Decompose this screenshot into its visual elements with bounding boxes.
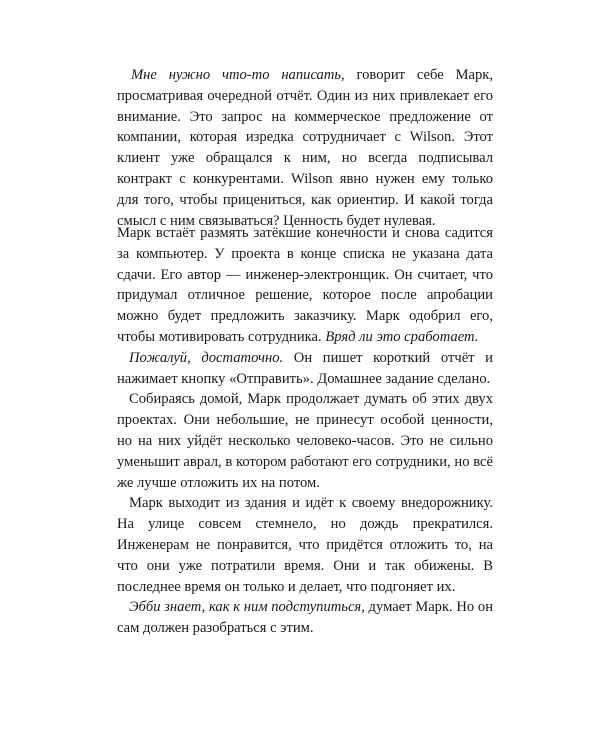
italic-thought: Вряд ли это сработает.	[325, 328, 479, 345]
paragraph	[117, 493, 493, 597]
paragraph-text: Собираясь домой, Марк продолжает думать об этих двух проектах. Они небольшие, не принесут особой ценности, но на них уйдёт несколько человеко-часов. Это не сильно уменьшит аврал, в котором работают его сотрудники, но всё же лучше отложить их на потом.	[117, 391, 493, 491]
paragraph-text: думает Марк. Но он сам должен разобраться с этим.	[117, 599, 494, 637]
paragraph	[117, 597, 493, 639]
paragraph	[117, 223, 493, 348]
italic-thought: Мне нужно что-то написать,	[131, 67, 345, 83]
paragraph-text: Марк встаёт размять затёкшие конечности и снова садится за компьютер. У проекта в конце списка не указана дата сдачи. Его автор — инженер-электронщик. Он считает, что придумал отличное решение, которое после апробации можно будет предложить заказчику. Марк одобрил его, чтобы мотивировать сотрудника.	[117, 225, 493, 345]
italic-thought: Пожалуй, достаточно.	[129, 349, 284, 366]
paragraph-text: Марк выходит из здания и идёт к своему внедорожнику. На улице совсем стемнело, но дождь прекратился. Инженерам не понравится, что придётся отложить то, на что они уже потратили время. Они и так обижены. В последнее время он только и делает, что подгоняет их.	[117, 495, 493, 595]
paragraph-text: Он пишет короткий отчёт и нажимает кнопку «Отправить». Домашнее задание сделано.	[117, 349, 493, 387]
text-section-2	[117, 223, 493, 639]
paragraph	[117, 389, 493, 493]
paragraph	[117, 65, 493, 231]
paragraph	[117, 348, 493, 390]
text-section-1	[117, 65, 493, 231]
italic-thought: Эбби знает, как к ним подступиться,	[129, 599, 365, 616]
paragraph-text: говорит себе Марк, просматривая очередной отчёт. Один из них привлекает его внимание. Это запрос на коммерческое предложение от компании, которая изредка сотрудничает с Wilson. Этот клиент уже обращался к ним, но всегда подписывал контракт с конкурентами. Wilson явно нужен ему только для того, чтобы прицениться, как ориентир. И какой тогда смысл с ним связываться? Ценность будет нулевая.	[117, 67, 493, 229]
